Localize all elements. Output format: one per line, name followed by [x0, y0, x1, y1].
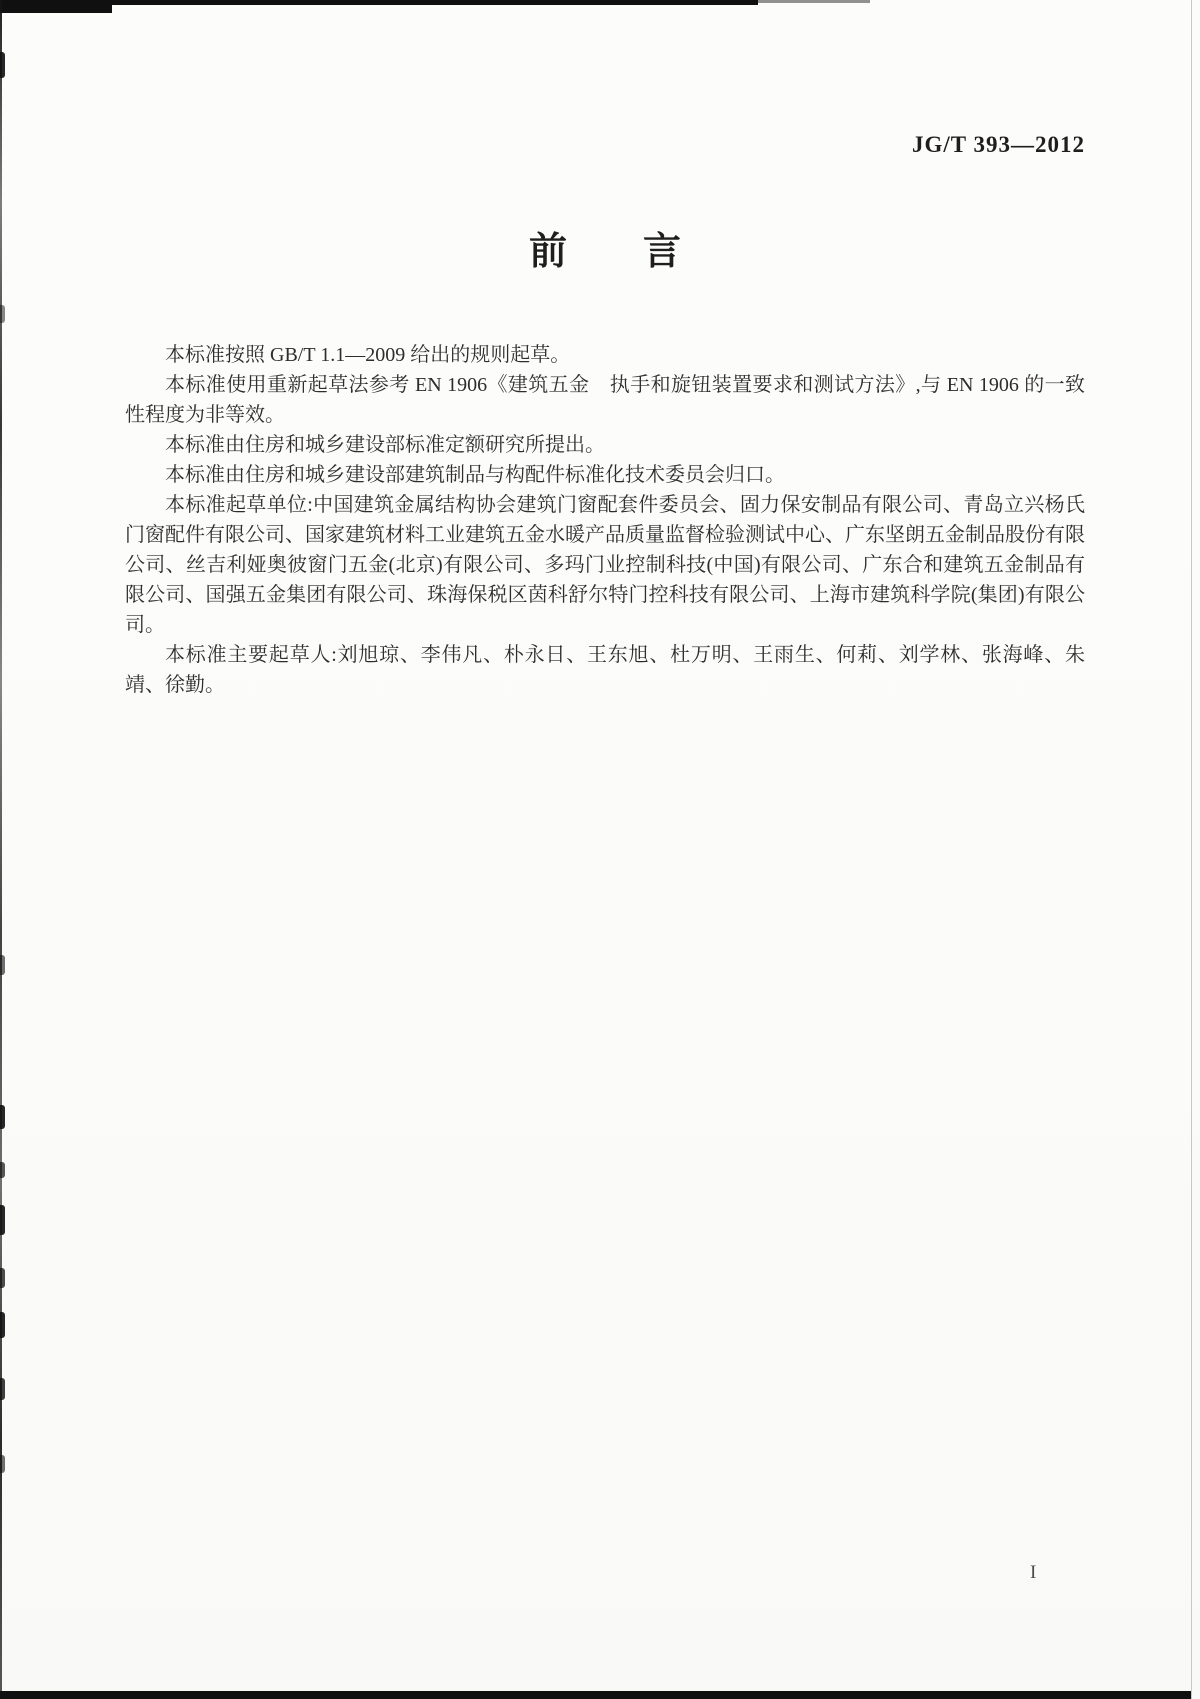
scan-artifact-top-left-corner [0, 0, 112, 13]
foreword-body [125, 340, 1085, 700]
page-number: I [1030, 1562, 1037, 1583]
scan-artifact-left-blob [0, 305, 5, 323]
foreword-title: 前 言 [528, 231, 681, 273]
scan-artifact-left-blob [0, 52, 5, 78]
foreword-paragraph: 本标准主要起草人:刘旭琼、李伟凡、朴永日、王东旭、杜万明、王雨生、何莉、刘学林、张海峰、朱靖、徐勤。 [125, 644, 1085, 696]
scan-artifact-left-edge [0, 0, 2, 1699]
scan-artifact-page-right-edge [1191, 0, 1192, 1699]
scan-artifact-bottom-edge [0, 1691, 1192, 1699]
scan-artifact-top-edge [0, 0, 758, 5]
scan-artifact-left-blob [0, 1312, 5, 1338]
foreword-paragraph: 本标准起草单位:中国建筑金属结构协会建筑门窗配套件委员会、固力保安制品有限公司、青岛立兴杨氏门窗配件有限公司、国家建筑材料工业建筑五金水暖产品质量监督检验测试中心、广东坚朗五金制品股份有限公司、丝吉利娅奥彼窗门五金(北京)有限公司、多玛门业控制科技(中国)有限公司、广东合和建筑五金制品有限公司、国强五金集团有限公司、珠海保税区茵科舒尔特门控科技有限公司、上海市建筑科学院(集团)有限公司。 [125, 494, 1085, 636]
foreword-paragraph: 本标准使用重新起草法参考 EN 1906《建筑五金 执手和旋钮装置要求和测试方法》,与 EN 1906 的一致性程度为非等效。 [125, 374, 1085, 426]
scan-artifact-left-blob [0, 955, 5, 975]
scan-artifact-left-blob [0, 1455, 5, 1473]
foreword-paragraph: 本标准由住房和城乡建设部标准定额研究所提出。 [165, 434, 605, 456]
scan-artifact-left-blob [0, 1105, 5, 1129]
scan-artifact-left-blob [0, 1268, 5, 1288]
foreword-paragraph: 本标准按照 GB/T 1.1—2009 给出的规则起草。 [165, 344, 571, 366]
scan-artifact-top-edge-faint [758, 0, 870, 3]
standard-code-header: JG/T 393—2012 [912, 132, 1085, 157]
foreword-paragraph: 本标准由住房和城乡建设部建筑制品与构配件标准化技术委员会归口。 [165, 464, 785, 486]
scan-artifact-left-blob [0, 1162, 5, 1178]
scan-artifact-left-blob [0, 1378, 5, 1400]
scan-artifact-left-blob [0, 1205, 5, 1235]
